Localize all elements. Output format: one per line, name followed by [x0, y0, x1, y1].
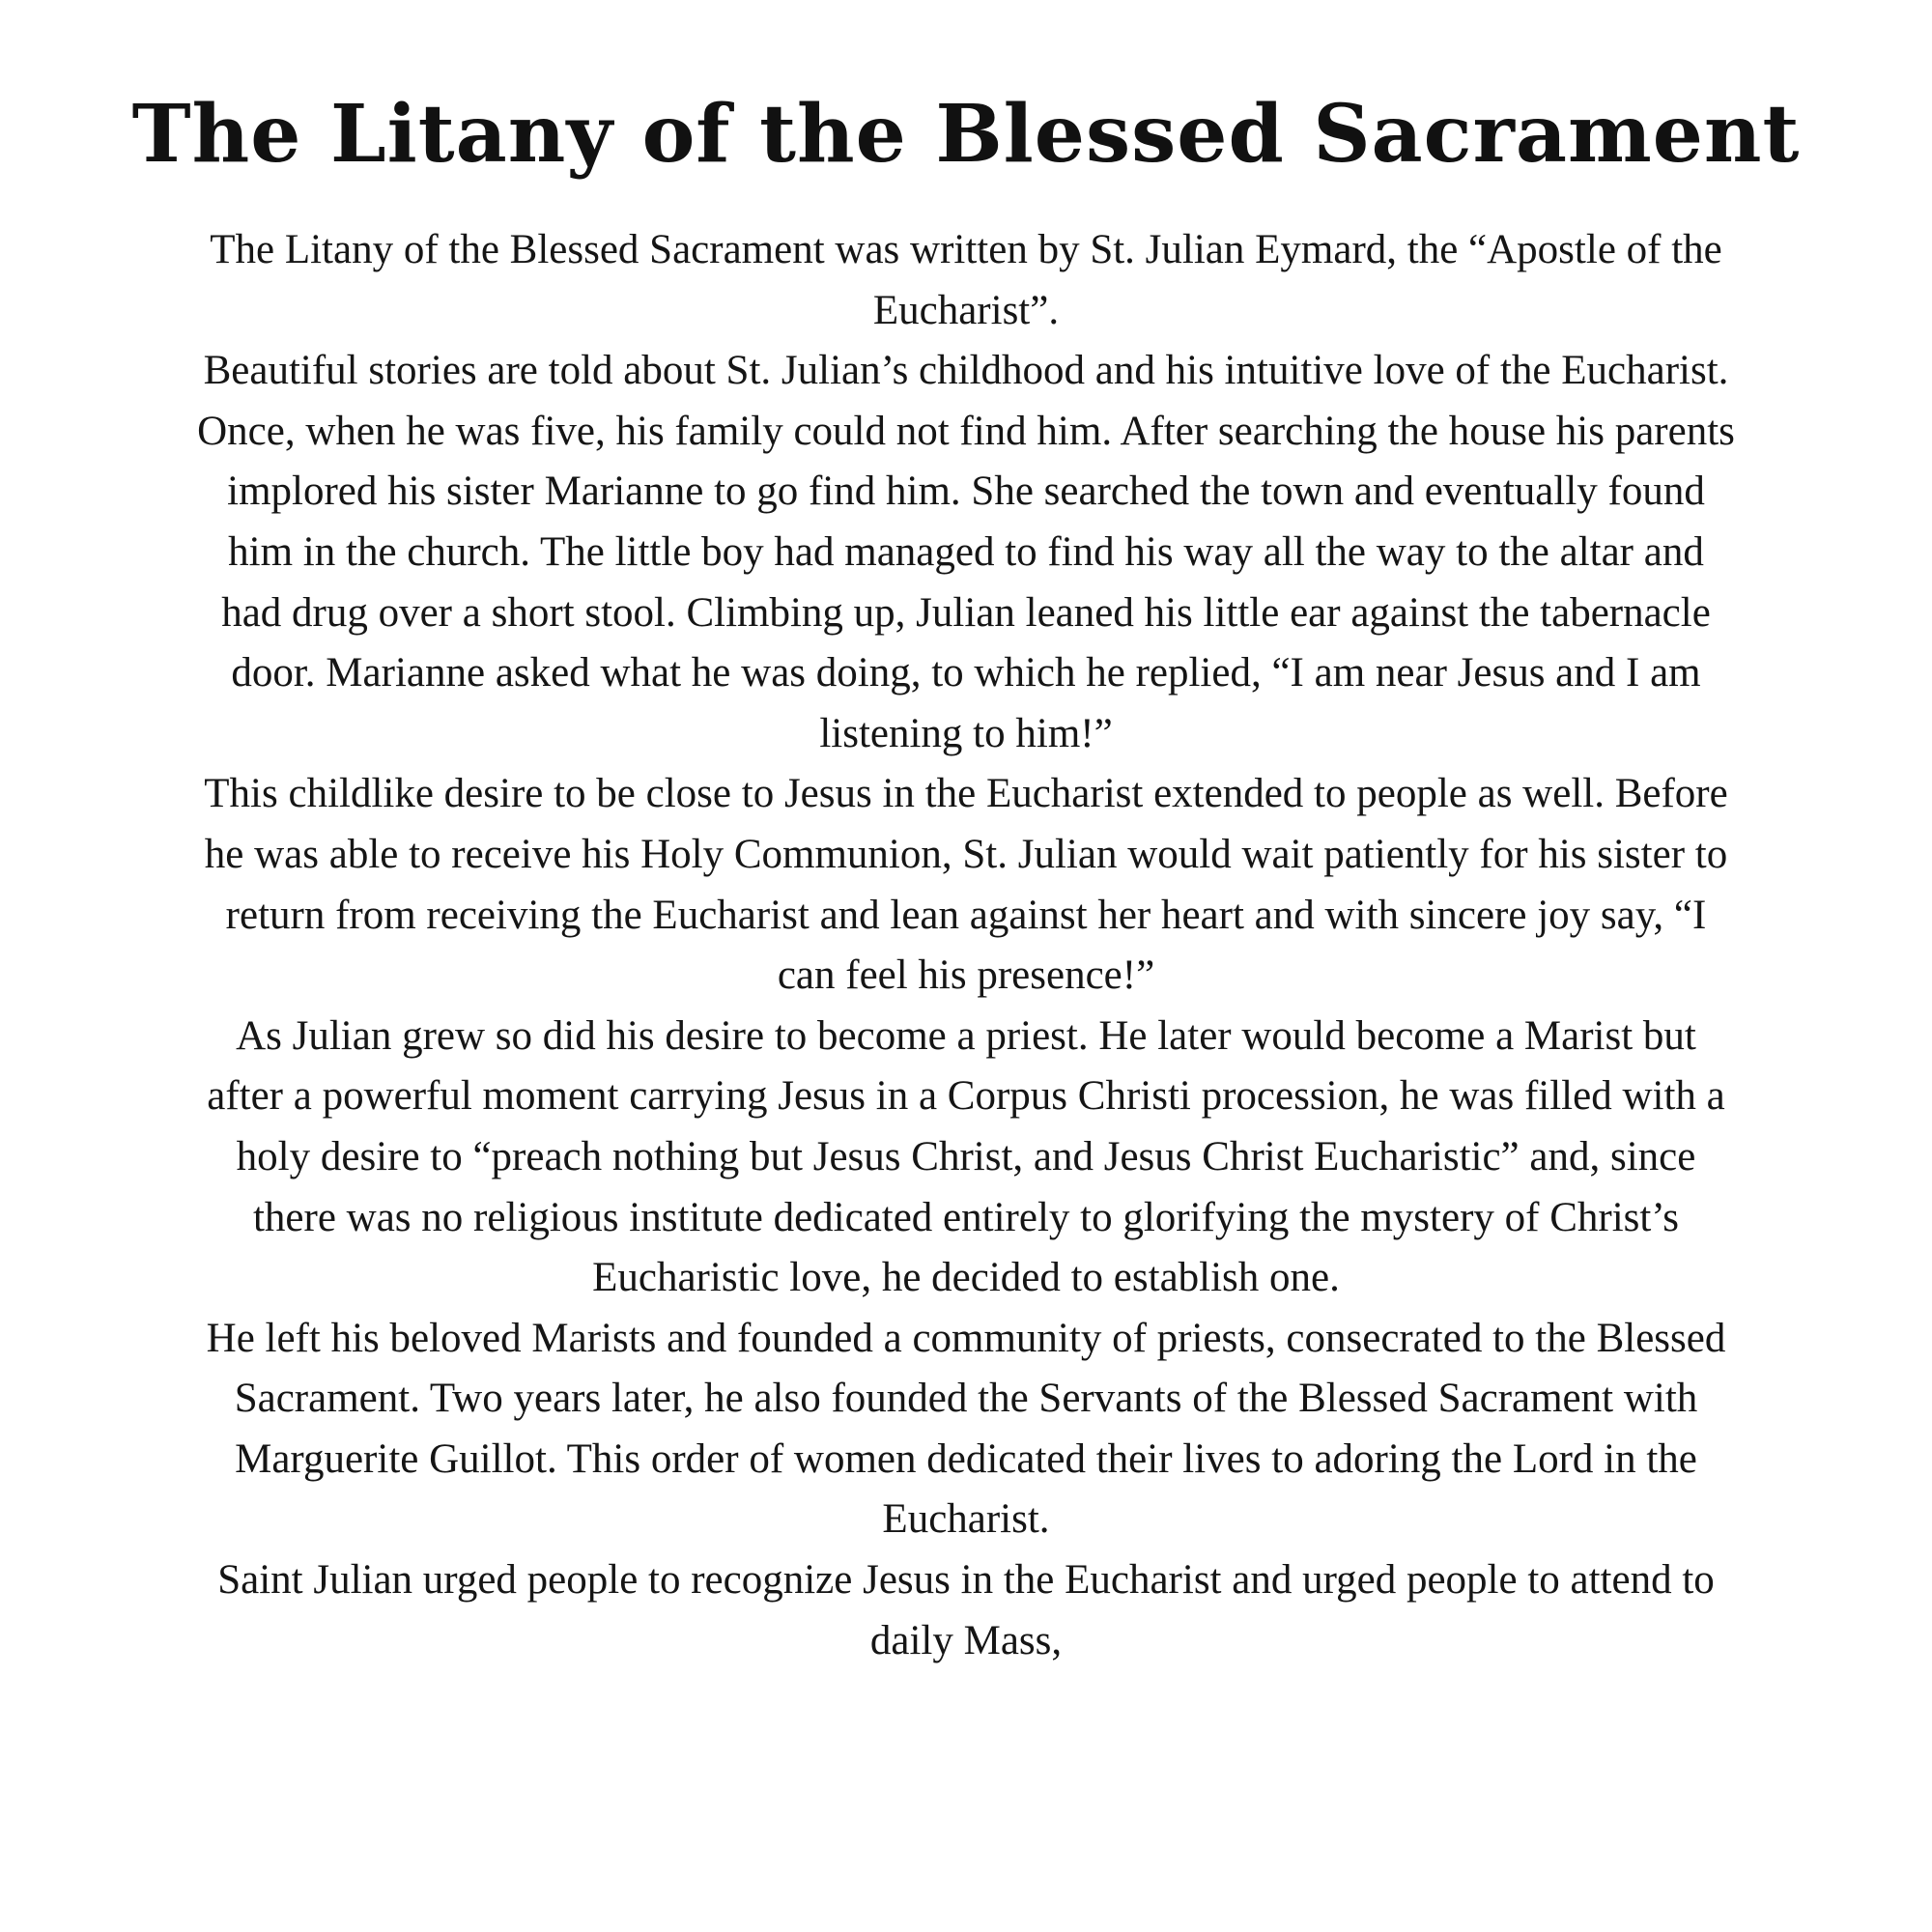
article-body	[193, 220, 1739, 1671]
paragraph-childlike-desire: This childlike desire to be close to Jesus in the Eucharist extended to people as well. Before he was able to receive his Holy Communion, St. Julian would wait patiently for his sister to return from receiving the Eucharist and lean against her heart and with sincere joy say, “I can feel his presence!”	[204, 771, 1728, 999]
paragraph-priesthood: As Julian grew so did his desire to become a priest. He later would become a Marist but after a powerful moment carrying Jesus in a Corpus Christi procession, he was filled with a holy desire to “preach nothing but Jesus Christ, and Jesus Christ Eucharistic” and, since there was no religious institute dedicated entirely to glorifying the mystery of Christ’s Eucharistic love, he decided to establish one.	[207, 1012, 1725, 1301]
paragraph-intro: The Litany of the Blessed Sacrament was written by St. Julian Eymard, the “Apostle of the Eucharist”.	[210, 227, 1722, 333]
paragraph-childhood: Beautiful stories are told about St. Julian’s childhood and his intuitive love of the Eucharist. Once, when he was five, his family could not find him. After searching the house his parents implored his sister Marianne to go find him. She searched the town and eventually found him in the church. The little boy had managed to find his way all the way to the altar and had drug over a short stool. Climbing up, Julian leaned his little ear against the tabernacle door. Marianne asked what he was doing, to which he replied, “I am near Jesus and I am listening to him!”	[197, 348, 1735, 756]
paragraph-founding: He left his beloved Marists and founded a community of priests, consecrated to the Blessed Sacrament. Two years later, he also founded the Servants of the Blessed Sacrament with Marguerite Guillot. This order of women dedicated their lives to adoring the Lord in the Eucharist.	[206, 1315, 1726, 1543]
paragraph-daily-mass: Saint Julian urged people to recognize Jesus in the Eucharist and urged people to attend to daily Mass,	[217, 1557, 1715, 1663]
page-title: The Litany of the Blessed Sacrament	[131, 88, 1801, 181]
